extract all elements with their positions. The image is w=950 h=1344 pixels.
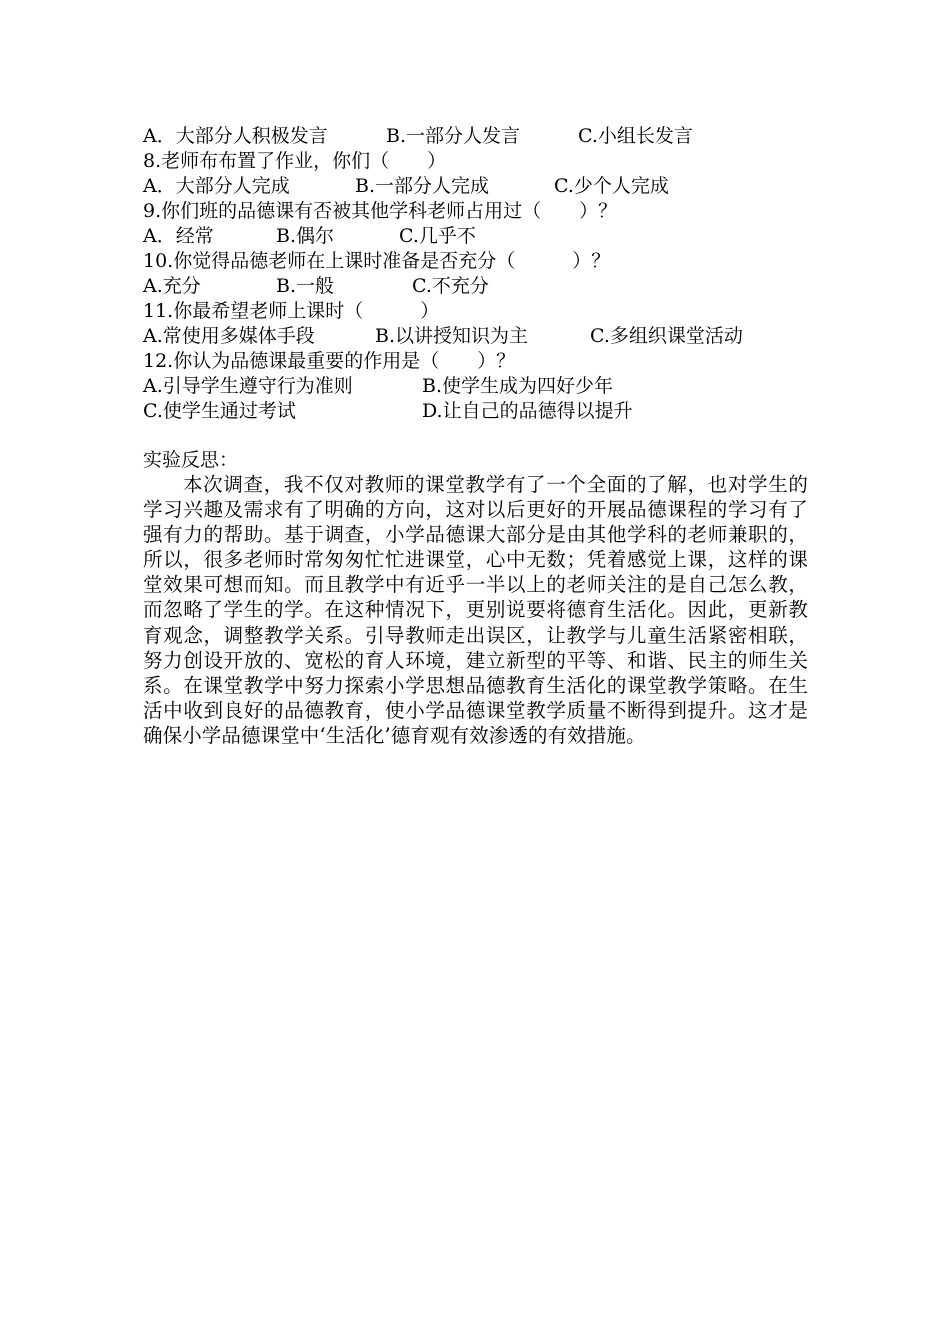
- option-c: C.不充分: [412, 275, 489, 297]
- option-b: B.以讲授知识为主: [375, 325, 529, 347]
- q11-question: 11.你最希望老师上课时（ ）: [143, 300, 440, 322]
- q12-options-row-1: [143, 374, 614, 399]
- q8-options: [143, 174, 669, 199]
- q12-options-row-2: [143, 399, 633, 424]
- q11-options: [143, 324, 743, 349]
- option-a: A．经常: [143, 225, 214, 247]
- option-c: C.少个人完成: [554, 175, 669, 197]
- q7-options: [143, 124, 693, 149]
- option-b: B.使学生成为四好少年: [422, 375, 614, 397]
- q8-question: 8.老师布布置了作业，你们（ ）: [143, 150, 447, 172]
- q10-options: [143, 274, 489, 299]
- option-b: B.一部分人完成: [355, 175, 490, 197]
- q9-options: [143, 224, 476, 249]
- reflection-heading: 实验反思：: [143, 449, 239, 471]
- option-a: A.充分: [143, 275, 201, 297]
- reflection-body: 本次调查，我不仅对教师的课堂教学有了一个全面的了解，也对学生的学习兴趣及需求有了明确的方向，这对以后更好的开展品德课程的学习有了强有力的帮助。基于调查，小学品德课大部分是由其他学科的老师兼职的，所以，很多老师时常匆匆忙忙进课堂，心中无数；凭着感觉上课，这样的课堂效果可想而知。而且教学中有近乎一半以上的老师关注的是自己怎么教，而忽略了学生的学。在这种情况下，更别说要将德育生活化。因此，更新教育观念，调整教学关系。引导教师走出误区，让教学与儿童生活紧密相联，努力创设开放的、宽松的育人环境，建立新型的平等、和谐、民主的师生关系。在课堂教学中努力探索小学思想品德教育生活化的课堂教学策略。在生活中收到良好的品德教育，使小学品德课堂教学质量不断得到提升。这才是确保小学品德课堂中‘生活化’德育观有效渗透的有效措施。: [143, 473, 808, 747]
- q10-question: 10.你觉得品德老师在上课时准备是否充分（ ）？: [143, 250, 611, 272]
- option-a: A.常使用多媒体手段: [143, 325, 315, 347]
- option-a: A．大部分人积极发言: [143, 125, 328, 147]
- option-c: C.使学生通过考试: [143, 400, 296, 422]
- option-c: C.多组织课堂活动: [590, 325, 743, 347]
- option-d: D.让自己的品德得以提升: [422, 400, 633, 422]
- option-b: B.一般: [276, 275, 335, 297]
- option-c: C.几乎不: [399, 225, 476, 247]
- option-c: C.小组长发言: [578, 125, 693, 147]
- option-a: A.引导学生遵守行为准则: [143, 375, 353, 397]
- q12-question: 12.你认为品德课最重要的作用是（ ）？: [143, 350, 516, 372]
- q9-question: 9.你们班的品德课有否被其他学科老师占用过（ ）？: [143, 200, 618, 222]
- option-b: B.偶尔: [276, 225, 335, 247]
- option-b: B.一部分人发言: [386, 125, 521, 147]
- option-a: A．大部分人完成: [143, 175, 290, 197]
